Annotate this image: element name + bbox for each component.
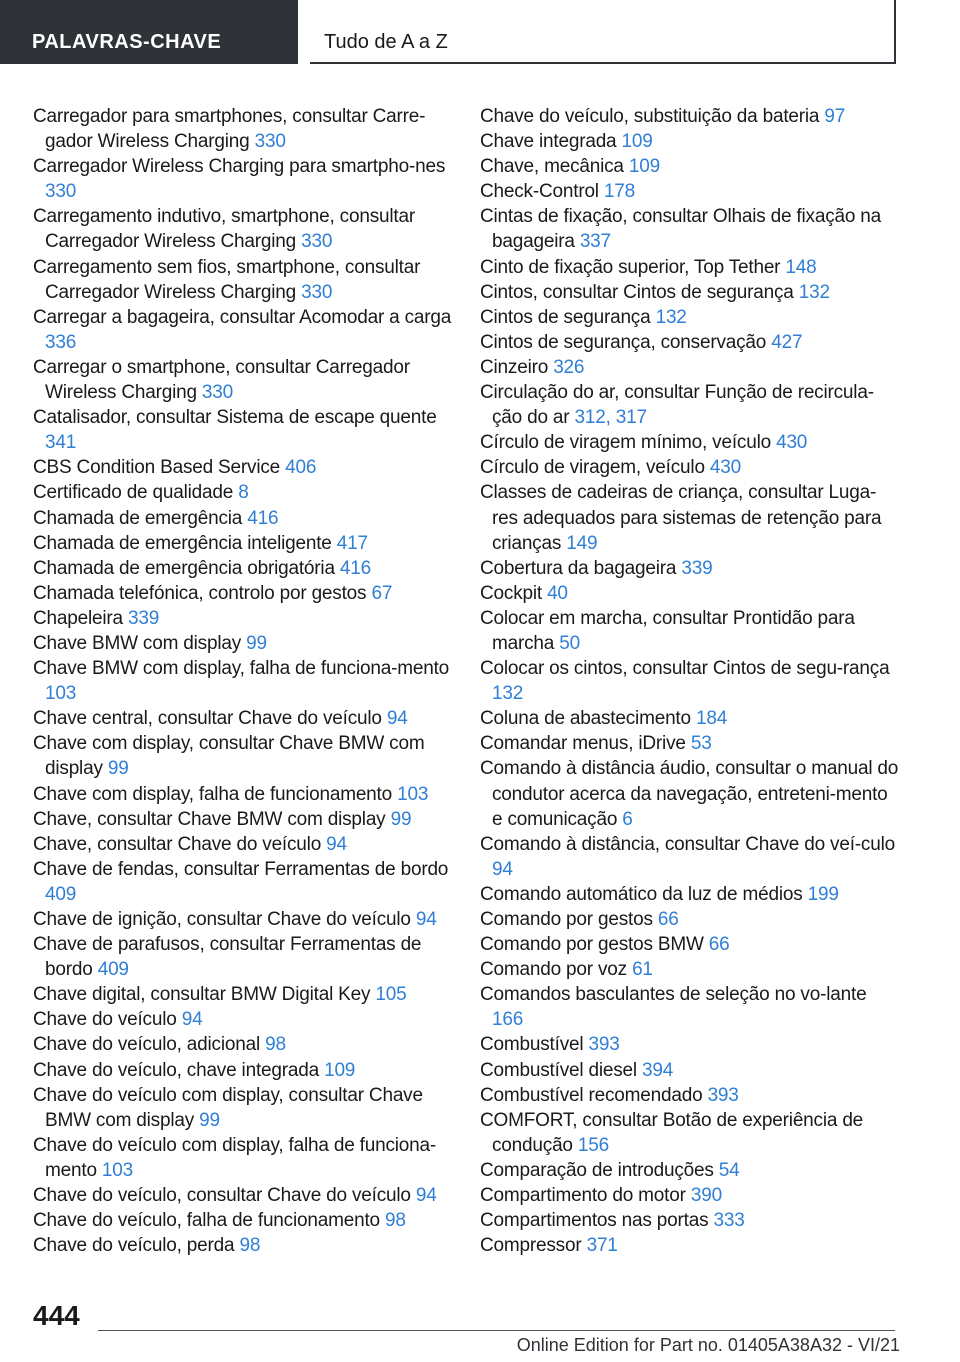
index-term: Cockpit (480, 582, 542, 604)
index-term: Cintos de segurança (480, 306, 651, 328)
index-term: Chave de parafusos, consultar Ferramentas de bordo (33, 934, 422, 981)
index-entry (33, 581, 453, 606)
page-reference-link[interactable]: 94 (181, 1009, 203, 1031)
index-entry (480, 706, 900, 731)
index-entry (480, 581, 900, 606)
index-term: Chave BMW com display, falha de funciona-mento (33, 658, 450, 680)
page-reference-link[interactable]: 390 (690, 1185, 722, 1207)
index-entry (480, 255, 900, 280)
page-reference-link[interactable]: 330 (201, 382, 234, 404)
index-term: Certificado de qualidade (33, 482, 234, 504)
page-reference-link[interactable]: 427 (771, 331, 803, 353)
index-entry (33, 706, 453, 731)
page-reference-link[interactable]: 98 (239, 1235, 261, 1257)
page-reference-link[interactable]: 67 (371, 582, 393, 604)
index-term: Chave integrada (480, 131, 617, 153)
index-entry (480, 154, 900, 179)
page-reference-link[interactable]: 109 (621, 131, 653, 153)
index-entry (480, 1108, 900, 1158)
index-term: Chave, consultar Chave do veículo (33, 833, 322, 855)
index-entry (33, 1208, 453, 1233)
index-entry (480, 1083, 900, 1108)
index-entry (33, 480, 453, 505)
page-reference-link[interactable]: 341 (45, 432, 77, 454)
index-entry (33, 405, 453, 455)
index-entry (480, 129, 900, 154)
page-reference-link[interactable]: 156 (577, 1134, 610, 1156)
index-term: Chave do veículo, falha de funcionamento (33, 1210, 380, 1232)
index-term: Coluna de abastecimento (480, 708, 691, 730)
page-reference-link[interactable]: 99 (246, 632, 267, 654)
page-reference-link[interactable]: 393 (707, 1084, 739, 1106)
page-reference-link[interactable]: 105 (375, 984, 407, 1006)
index-entry (33, 807, 453, 832)
page-reference-link[interactable]: 132 (492, 683, 524, 705)
page-reference-link[interactable]: 409 (45, 883, 77, 905)
index-term: Carregamento sem fios, smartphone, consultar Carregador Wireless Charging (33, 256, 421, 303)
index-entry (480, 204, 900, 254)
page-reference-link[interactable]: 339 (128, 607, 160, 629)
page-reference-link[interactable]: 66 (657, 909, 679, 930)
index-entry (480, 882, 900, 907)
page-reference-link[interactable]: 330 (45, 181, 77, 203)
index-term: Chave do veículo com display, consultar Chave BMW com display (33, 1084, 423, 1131)
index-entry (480, 305, 900, 330)
index-entry (33, 1233, 453, 1258)
page-reference-link[interactable]: 109 (628, 156, 660, 178)
page-reference-link[interactable]: 94 (415, 909, 437, 930)
page-reference-link[interactable]: 394 (642, 1059, 674, 1081)
index-term: Classes de cadeiras de criança, consultar Luga-res adequados para sistemas de retenção para crianças (480, 482, 882, 554)
index-term: COMFORT, consultar Botão de experiência de condução (480, 1109, 864, 1156)
page-reference-link[interactable]: 94 (492, 858, 513, 880)
index-entry (480, 1233, 900, 1258)
index-term: Comando por gestos (480, 909, 653, 930)
page-title: Tudo de A a Z (310, 0, 896, 64)
index-term: Check-Control (480, 181, 599, 203)
page-reference-link[interactable]: 333 (713, 1210, 745, 1232)
index-entry (480, 656, 900, 706)
index-entry (480, 957, 900, 982)
index-entry (33, 832, 453, 857)
index-entry (33, 631, 453, 656)
page-number: 444 (33, 1300, 80, 1331)
index-term: Comando à distância, consultar Chave do veí-culo (480, 833, 895, 855)
page-reference-link[interactable]: 97 (824, 106, 846, 127)
index-term: Círculo de viragem, veículo (480, 457, 705, 479)
index-term: Combustível recomendado (480, 1084, 703, 1106)
index-entry (480, 556, 900, 581)
index-term: Carregar o smartphone, consultar Carregador Wireless Charging (33, 356, 410, 404)
index-entry (33, 104, 453, 154)
index-term: Chave do veículo, adicional (33, 1034, 260, 1056)
page-reference-link[interactable]: 103 (101, 1159, 134, 1181)
index-entry (480, 1058, 900, 1083)
index-entry (480, 932, 900, 957)
index-term: Chave do veículo, perda (33, 1235, 235, 1257)
index-term: CBS Condition Based Service (33, 457, 281, 479)
index-term: Carregador Wireless Charging para smartpho-nes (33, 156, 446, 178)
index-entry (480, 179, 900, 204)
page-reference-link[interactable]: 417 (336, 532, 368, 554)
page-reference-link[interactable]: 166 (492, 1009, 524, 1031)
index-term: Comandos basculantes de seleção no vo-lante (480, 984, 867, 1006)
index-entry (33, 982, 453, 1007)
page-reference-link[interactable]: 330 (254, 131, 286, 153)
index-term: Compartimentos nas portas (480, 1210, 709, 1232)
index-entry (33, 305, 453, 355)
index-term: Carregamento indutivo, smartphone, consultar Carregador Wireless Charging (33, 206, 415, 253)
page-reference-link[interactable]: 103 (45, 683, 77, 705)
index-term: Compressor (480, 1235, 582, 1257)
index-term: Chave com display, consultar Chave BMW com display (33, 733, 425, 780)
page-reference-link[interactable]: 99 (390, 808, 412, 830)
index-entry (480, 330, 900, 355)
page-reference-link[interactable]: 337 (579, 231, 611, 253)
index-entry (33, 154, 453, 204)
index-term: Cintos, consultar Cintos de segurança (480, 281, 794, 303)
index-term: Cintas de fixação, consultar Olhais de fixação na bagageira (480, 206, 882, 253)
index-term: Circulação do ar, consultar Função de recircula-ção do ar (480, 382, 874, 429)
page-reference-link[interactable]: 371 (586, 1235, 618, 1257)
index-term: Chave de fendas, consultar Ferramentas de bordo (33, 858, 449, 880)
index-entry (33, 355, 453, 405)
index-entry (33, 455, 453, 480)
index-entry (33, 556, 453, 581)
index-entry (480, 907, 900, 932)
page-reference-link[interactable]: 94 (415, 1185, 437, 1207)
index-entry (480, 430, 900, 455)
index-term: Comando à distância áudio, consultar o manual do condutor acerca da navegação, entreteni-mento e comunicação (480, 758, 899, 830)
page-reference-link[interactable]: 94 (326, 833, 347, 855)
page-reference-link[interactable]: 184 (695, 708, 728, 730)
index-entry (480, 731, 900, 756)
page-reference-link[interactable]: 416 (339, 557, 372, 579)
page-reference-link[interactable]: 94 (386, 708, 408, 730)
index-entry (33, 1183, 453, 1208)
index-term: Chave BMW com display (33, 632, 242, 654)
index-term: Colocar os cintos, consultar Cintos de segu-rança (480, 658, 890, 680)
index-term: Chave, consultar Chave BMW com display (33, 808, 386, 830)
index-entry (480, 455, 900, 480)
index-entry (33, 731, 453, 781)
index-entry (480, 1208, 900, 1233)
page-reference-link[interactable]: 430 (709, 457, 742, 479)
page-reference-link[interactable]: 339 (681, 557, 713, 579)
index-term: Chave do veículo, chave integrada (33, 1059, 319, 1081)
index-term: Comandar menus, iDrive (480, 733, 686, 755)
page-reference-link[interactable]: 330 (301, 231, 333, 253)
index-entry (33, 1083, 453, 1133)
index-entry (480, 280, 900, 305)
index-column-right (480, 104, 900, 1258)
index-term: Comando por voz (480, 959, 627, 981)
index-term: Cintos de segurança, conservação (480, 331, 767, 353)
index-term: Chamada telefónica, controlo por gestos (33, 582, 367, 604)
page-reference-link[interactable]: 40 (547, 582, 568, 604)
index-term: Chamada de emergência obrigatória (33, 557, 335, 579)
index-term: Círculo de viragem mínimo, veículo (480, 432, 771, 454)
index-entry (33, 606, 453, 631)
index-entry (480, 355, 900, 380)
index-term: Catalisador, consultar Sistema de escape quente (33, 407, 437, 429)
index-entry (480, 832, 900, 882)
page-reference-link[interactable]: 199 (807, 883, 839, 905)
index-term: Compartimento do motor (480, 1185, 686, 1207)
index-entry (33, 1058, 453, 1083)
index-term: Chave do veículo (33, 1009, 177, 1031)
index-entry (480, 480, 900, 555)
index-entry (33, 204, 453, 254)
footer-rule (98, 1330, 895, 1331)
index-term: Cinto de fixação superior, Top Tether (480, 256, 781, 278)
index-entry (33, 506, 453, 531)
index-term: Chapeleira (33, 607, 123, 629)
index-entry (33, 531, 453, 556)
page-reference-link[interactable]: 132 (798, 281, 830, 303)
page-reference-link[interactable]: 54 (718, 1159, 740, 1181)
page-reference-link[interactable]: 178 (603, 181, 636, 203)
index-entry (480, 104, 900, 129)
index-term: Cobertura da bagageira (480, 557, 677, 579)
index-entry (33, 857, 453, 907)
page-reference-link[interactable]: 103 (397, 783, 429, 805)
index-entry (480, 1032, 900, 1057)
index-column-left (33, 104, 453, 1258)
index-term: Chamada de emergência inteligente (33, 532, 332, 554)
index-entry (33, 932, 453, 982)
page-reference-link[interactable]: 409 (97, 959, 129, 981)
page-reference-link[interactable]: 50 (559, 632, 580, 654)
page-reference-link[interactable]: 336 (45, 331, 77, 353)
page-reference-link[interactable]: 6 (622, 808, 633, 830)
index-entry (480, 1158, 900, 1183)
page-reference-link[interactable]: 53 (690, 733, 712, 755)
section-tab: PALAVRAS-CHAVE (0, 0, 298, 64)
index-entry (33, 1007, 453, 1032)
index-entry (480, 756, 900, 831)
index-term: Chave digital, consultar BMW Digital Key (33, 984, 371, 1006)
page-reference-link[interactable]: 61 (632, 959, 653, 981)
index-term: Comando automático da luz de médios (480, 883, 803, 905)
page-reference-link[interactable]: 98 (265, 1034, 286, 1056)
index-entry (480, 982, 900, 1032)
page-reference-link[interactable]: 326 (553, 356, 585, 378)
index-term: Chave, mecânica (480, 156, 624, 178)
page-reference-link[interactable]: 8 (238, 482, 249, 504)
page-reference-link[interactable]: 148 (785, 256, 817, 278)
page-reference-link[interactable]: 312, 317 (574, 407, 647, 429)
page-reference-link[interactable]: 98 (385, 1210, 406, 1232)
index-term: Carregador para smartphones, consultar Carre-gador Wireless Charging (33, 106, 426, 153)
page-reference-link[interactable]: 430 (776, 432, 808, 454)
page-reference-link[interactable]: 66 (708, 934, 730, 956)
page-reference-link[interactable]: 393 (588, 1034, 620, 1056)
page-reference-link[interactable]: 149 (566, 532, 598, 554)
index-term: Cinzeiro (480, 356, 549, 378)
index-term: Colocar em marcha, consultar Prontidão para marcha (480, 607, 855, 654)
index-term: Chave do veículo, consultar Chave do veículo (33, 1185, 411, 1207)
index-term: Combustível (480, 1034, 584, 1056)
page-reference-link[interactable]: 99 (199, 1109, 220, 1131)
index-term: Combustível diesel (480, 1059, 637, 1081)
index-entry (33, 1032, 453, 1057)
index-entry (33, 907, 453, 932)
index-entry (480, 1183, 900, 1208)
page-reference-link[interactable]: 406 (285, 457, 317, 479)
footer-edition: Online Edition for Part no. 01405A38A32 - VI/21 (516, 1335, 900, 1355)
page-reference-link[interactable]: 109 (324, 1059, 356, 1081)
page-reference-link[interactable]: 99 (107, 758, 129, 780)
page-reference-link[interactable]: 132 (655, 306, 687, 328)
index-term: Chamada de emergência (33, 507, 243, 529)
index-term: Comando por gestos BMW (480, 934, 704, 956)
index-entry (33, 255, 453, 305)
index-entry (33, 656, 453, 706)
index-term: Carregar a bagageira, consultar Acomodar a carga (33, 306, 452, 328)
index-term: Chave de ignição, consultar Chave do veículo (33, 909, 411, 930)
index-term: Comparação de introduções (480, 1159, 714, 1181)
page-reference-link[interactable]: 416 (247, 507, 279, 529)
index-entry (33, 782, 453, 807)
index-entry (480, 606, 900, 656)
index-entry (480, 380, 900, 430)
index-entry (33, 1133, 453, 1183)
index-term: Chave do veículo com display, falha de funciona-mento (33, 1134, 437, 1181)
index-term: Chave central, consultar Chave do veículo (33, 708, 382, 730)
index-term: Chave do veículo, substituição da bateria (480, 106, 820, 127)
page-reference-link[interactable]: 330 (301, 281, 333, 303)
index-term: Chave com display, falha de funcionamento (33, 783, 392, 805)
